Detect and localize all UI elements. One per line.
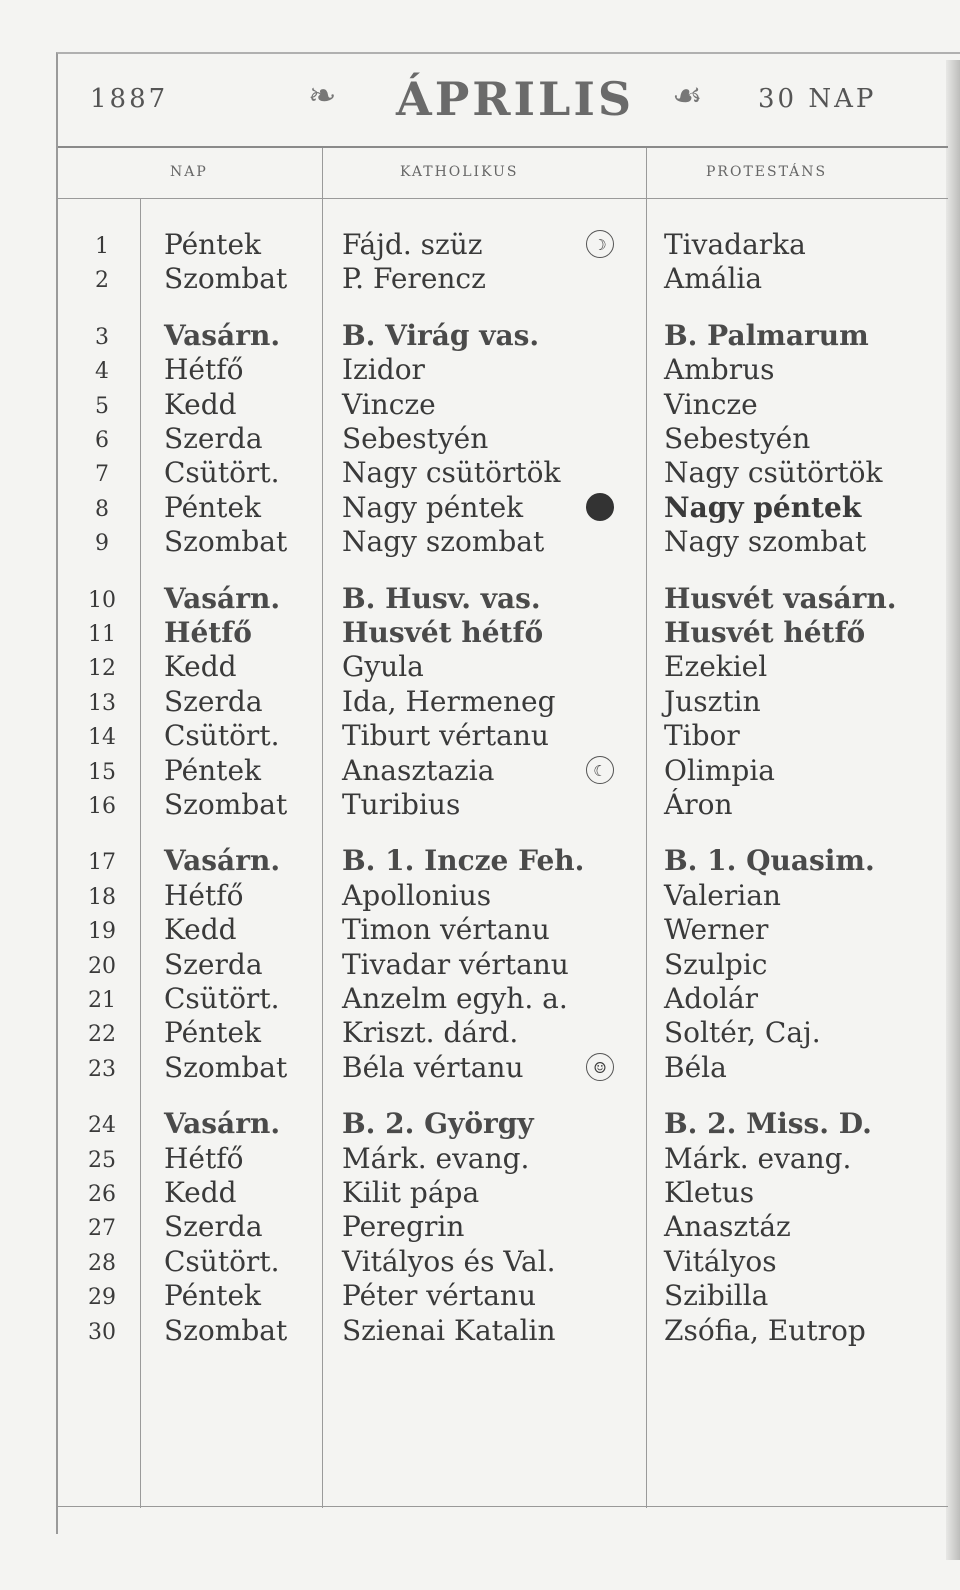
day-number: 28 [88,1250,116,1276]
weekday: Szombat [164,1313,288,1347]
day-number: 22 [88,1022,116,1048]
day-number: 26 [88,1182,116,1207]
calendar-row [58,1142,948,1176]
catholic-name: P. Ferencz [342,262,486,296]
weekday: Kedd [164,387,237,421]
column-header-day: NAP [170,164,208,180]
protestant-name: Husvét hétfő [664,616,866,649]
weekday: Kedd [164,913,237,947]
protestant-name: Anasztáz [664,1210,791,1244]
protestant-name: Soltér, Caj. [664,1016,821,1050]
catholic-name: Márk. evang. [342,1141,530,1175]
calendar-row [58,788,948,822]
calendar-row [58,1210,948,1244]
protestant-name: Ambrus [664,353,775,387]
catholic-name: Kilit pápa [342,1176,480,1209]
calendar-row [58,525,948,559]
column-header-protestant: PROTESTÁNS [706,164,828,180]
calendar-row [58,616,948,650]
catholic-name: B. Husv. vas. [342,581,541,615]
weekday: Szombat [164,1050,288,1084]
bottom-rule [58,1506,948,1507]
catholic-name: Izidor [342,353,425,387]
calendar-row [58,913,948,947]
day-number: 6 [95,428,109,453]
weekday: Csütört. [164,1244,280,1278]
catholic-name: Anasztazia [342,753,495,787]
weekday: Péntek [164,228,261,261]
protestant-name: Kletus [664,1176,755,1209]
calendar-row [58,650,948,684]
weekday: Péntek [164,1016,261,1050]
catholic-name: Vitályos és Val. [342,1244,556,1278]
weekday: Péntek [164,490,261,524]
weekday: Hétfő [164,1141,244,1175]
day-number: 7 [95,462,109,488]
weekday: Kedd [164,1176,237,1209]
catholic-name: Apollonius [342,878,492,912]
protestant-name: Zsófia, Eutrop [664,1313,866,1347]
last-quarter-icon: ☾ [586,756,614,784]
calendar-row [58,844,948,878]
column-header-row [58,148,948,199]
weekday: Szerda [164,684,263,718]
calendar-row [58,879,948,913]
catholic-name: Husvét hétfő [342,616,544,649]
day-number: 15 [88,759,116,785]
full-moon-icon: ☺ [586,1053,614,1081]
catholic-name: Nagy szombat [342,525,545,559]
day-number: 8 [95,496,109,522]
catholic-name: Sebestyén [342,422,489,455]
day-number: 1 [95,234,109,259]
day-number: 12 [88,656,116,682]
calendar-row [58,228,948,262]
calendar-row [58,422,948,456]
catholic-name: Peregrin [342,1210,465,1244]
day-number: 29 [88,1285,116,1311]
calendar-row [58,1245,948,1279]
calendar-row [58,754,948,788]
calendar-page [56,52,960,1534]
year-label: 1887 [90,84,169,114]
catholic-name: B. Virág vas. [342,318,540,352]
protestant-name: B. Palmarum [664,318,869,352]
catholic-name: Timon vértanu [342,913,550,947]
day-number: 20 [88,953,116,979]
weekday: Péntek [164,753,261,787]
day-number: 30 [88,1319,116,1345]
weekday: Hétfő [164,616,252,649]
weekday: Hétfő [164,353,244,387]
calendar-row [58,1176,948,1210]
calendar-row [58,982,948,1016]
protestant-name: Vitályos [664,1244,777,1278]
catholic-name: Gyula [342,650,424,684]
protestant-name: Valerian [664,878,781,912]
protestant-name: Werner [664,913,769,947]
protestant-name: Husvét vasárn. [664,581,897,615]
day-number: 16 [88,794,116,819]
weekday: Szombat [164,525,288,559]
catholic-name: Nagy csütörtök [342,456,561,490]
month-title: ÁPRILIS [396,72,635,126]
protestant-name: Sebestyén [664,422,811,455]
catholic-name: Tivadar vértanu [342,947,569,981]
weekday: Vasárn. [164,1107,281,1141]
catholic-name: Szienai Katalin [342,1313,556,1347]
catholic-name: Nagy péntek [342,490,524,524]
protestant-name: Vincze [664,387,758,421]
day-number: 9 [95,531,109,557]
title-bar [58,54,948,148]
day-number: 13 [88,690,116,716]
catholic-name: Béla vértanu [342,1050,524,1084]
protestant-name: Ezekiel [664,650,768,684]
calendar-row [58,1279,948,1313]
protestant-name: B. 2. Miss. D. [664,1107,872,1141]
protestant-name: Olimpia [664,753,775,787]
protestant-name: Tibor [664,719,740,753]
weekday: Szerda [164,1210,263,1244]
day-number: 10 [88,587,116,613]
first-quarter-icon: ☽ [586,230,614,258]
weekday: Szombat [164,788,288,821]
calendar-row [58,1107,948,1141]
new-moon-icon [586,493,614,521]
protestant-name: Adolár [664,982,759,1015]
day-number: 27 [88,1216,116,1242]
calendar-row [58,319,948,353]
weekday: Szombat [164,262,288,296]
weekday: Szerda [164,422,263,455]
day-number: 17 [88,850,116,876]
weekday: Vasárn. [164,581,281,615]
day-number: 19 [88,919,116,945]
day-number: 2 [95,268,109,294]
ornament-left-icon: ❧ [308,76,337,116]
ornament-right-icon: ☙ [672,76,703,116]
protestant-name: Jusztin [664,684,761,718]
protestant-name: Szulpic [664,947,768,981]
day-number: 11 [88,622,116,647]
catholic-name: Fájd. szüz [342,228,483,261]
catholic-name: Kriszt. dárd. [342,1016,519,1050]
catholic-name: B. 1. Incze Feh. [342,844,585,878]
catholic-name: Tiburt vértanu [342,719,549,753]
calendar-row [58,388,948,422]
day-number: 21 [88,988,116,1013]
protestant-name: Nagy csütörtök [664,456,883,490]
weekday: Hétfő [164,878,244,912]
catholic-name: B. 2. György [342,1107,534,1141]
day-number: 18 [88,884,116,910]
column-header-catholic: KATHOLIKUS [400,164,519,180]
protestant-name: Áron [664,788,733,821]
weekday: Vasárn. [164,844,281,878]
calendar-row [58,582,948,616]
calendar-row [58,262,948,296]
day-number: 23 [88,1056,116,1082]
weekday: Csütört. [164,719,280,753]
calendar-row [58,491,948,525]
calendar-row [58,719,948,753]
protestant-name: Nagy péntek [664,490,862,524]
weekday: Kedd [164,650,237,684]
catholic-name: Anzelm egyh. a. [342,982,568,1015]
protestant-name: Márk. evang. [664,1141,852,1175]
calendar-row [58,1051,948,1085]
catholic-name: Turibius [342,788,461,821]
day-number: 14 [88,725,116,751]
day-count-label: 30 NAP [758,84,877,114]
catholic-name: Péter vértanu [342,1279,537,1313]
calendar-row [58,948,948,982]
weekday: Vasárn. [164,318,281,352]
calendar-row [58,685,948,719]
protestant-name: Tivadarka [664,228,806,261]
day-number: 24 [88,1113,116,1139]
weekday: Péntek [164,1279,261,1313]
day-number: 3 [95,324,109,350]
protestant-name: Amália [664,262,763,296]
day-number: 25 [88,1147,116,1173]
calendar-row [58,456,948,490]
protestant-name: Szibilla [664,1279,769,1313]
weekday: Csütört. [164,456,280,490]
calendar-row [58,1314,948,1348]
weekday: Csütört. [164,982,280,1015]
weekday: Szerda [164,947,263,981]
day-number: 4 [95,359,109,385]
protestant-name: Béla [664,1050,727,1084]
day-number: 5 [95,393,109,419]
protestant-name: B. 1. Quasim. [664,844,875,878]
calendar-row [58,353,948,387]
protestant-name: Nagy szombat [664,525,867,559]
catholic-name: Vincze [342,387,436,421]
calendar-row [58,1016,948,1050]
catholic-name: Ida, Hermeneg [342,684,556,718]
